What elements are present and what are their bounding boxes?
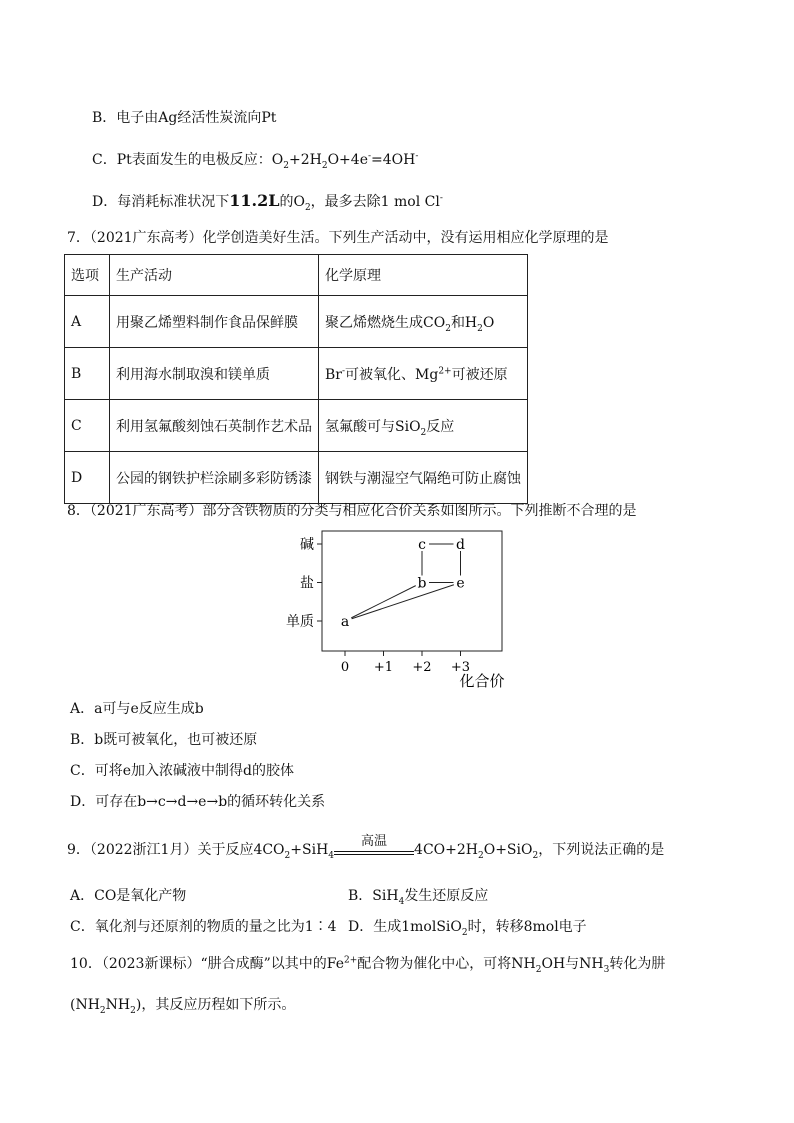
table-cell: 利用氢氟酸刻蚀石英制作艺术品 [110,400,319,452]
table-cell: A [65,296,110,348]
chart-frame [322,531,502,651]
table-cell: 钢铁与潮湿空气隔绝可防止腐蚀 [319,452,528,504]
x-tick-label: 0 [340,660,350,675]
x-tick-label: +1 [373,660,394,675]
x-axis-label: 化合价 [459,672,505,690]
link-a-b [351,586,415,618]
table-row [65,296,528,348]
table-header-cell: 化学原理 [319,255,528,296]
q9-stem: 9．（2022浙江1月）关于反应$4CO_2+SiH_4$ 高温 $4CO+2H_2O+SiO_2$，下列说法正确的是 [67,834,665,861]
q10-stem-line2: $(NH_2NH_2)$，其反应历程如下所示。 [70,997,296,1016]
q8-option-a: A．a可与e反应生成b [70,701,204,717]
table-header-cell: 选项 [65,255,110,296]
table-cell: 公园的钢铁护栏涂刷多彩防锈漆 [110,452,319,504]
y-tick-label: 盐 [300,575,314,592]
reaction-arrow: 高温 [334,840,414,860]
y-tick-label: 碱 [300,537,314,553]
table-cell: C [65,400,110,452]
table-row [65,400,528,452]
table-cell: 利用海水制取溴和镁单质 [110,348,319,400]
q10-stem-line1: 10．（2023新课标）“肼合成酶”以其中的$Fe^{2+}$配合物为催化中心，可将$NH_2OH$与$NH_3$转化为肼 [70,955,666,975]
point-b: b [417,575,427,592]
point-d: d [456,537,465,553]
q9-option-c: C．氧化剂与还原剂的物质的量之比为1∶4 [70,919,337,935]
q8-option-b: B．b既可被氧化，也可被还原 [70,732,258,748]
q9-option-b: B．SiH$_4$发生还原反应 [348,888,489,907]
table-header-cell: 生产活动 [110,255,319,296]
q8-option-c: C．可将e加入浓碱液中制得d的胶体 [70,763,294,779]
q7-table [64,254,528,504]
q7-stem: 7．（2021广东高考）化学创造美好生活。下列生产活动中，没有运用相应化学原理的是 [67,230,609,246]
table-cell: D [65,452,110,504]
q9-option-d: D．生成1molSiO$_2$时，转移8mol电子 [348,919,587,938]
q6-option-b: B．电子由Ag经活性炭流向Pt [92,110,277,126]
q9-option-a: A．CO是氧化产物 [70,888,187,904]
iron-valence-chart [270,528,520,690]
point-a: a [340,614,350,630]
x-tick-label: +3 [450,660,471,675]
table-cell: Br-可被氧化、$Mg^{2+}$可被还原 [319,348,528,400]
x-tick-label: +2 [412,660,432,675]
table-cell: 用聚乙烯塑料制作食品保鲜膜 [110,296,319,348]
y-tick-label: 单质 [286,614,314,630]
point-c: c [418,537,426,553]
q6-option-c: C．Pt表面发生的电极反应：$O_2+2H_2O+4e^-=4OH^-$ [92,151,419,171]
table-header-row [65,255,528,296]
q8-stem: 8．（2021广东高考）部分含铁物质的分类与相应化合价关系如图所示。下列推断不合理的是 [67,503,637,519]
table-cell: 氢氟酸可与SiO$_2$反应 [319,400,528,452]
table-row [65,452,528,504]
link-a-e [352,585,454,619]
point-e: e [456,575,465,592]
q6-option-d: D．每消耗标准状况下11.2L的$O_2$，最多去除1 mol Cl- [92,191,443,213]
q8-option-d: D．可存在b→c→d→e→b的循环转化关系 [70,794,326,810]
table-cell: 聚乙烯燃烧生成$CO_2$和$H_2O$ [319,296,528,348]
table-row [65,348,528,400]
table-cell: B [65,348,110,400]
